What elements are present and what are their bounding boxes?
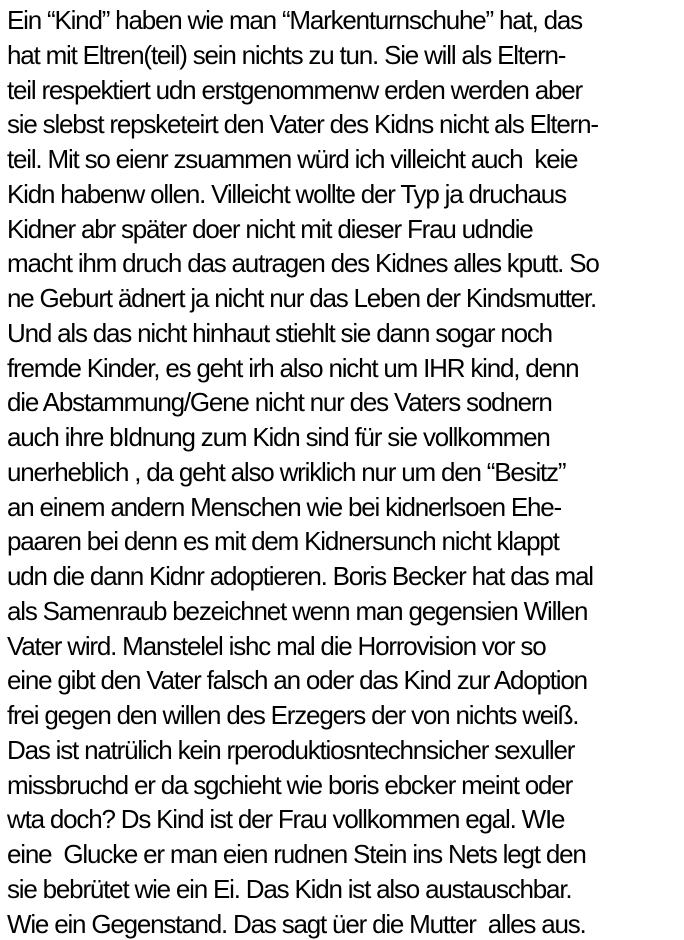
text-line: missbruchd er da sgchieht wie boris ebcker meint oder: [7, 769, 573, 800]
text-line: als Samenraub bezeichnet wenn man gegensien Willen: [7, 595, 588, 626]
text-paragraph: [7, 3, 682, 940]
text-line: Wie ein Gegenstand. Das sagt üer die Mutter alles aus.: [7, 908, 586, 939]
text-line: eine Glucke er man eien rudnen Stein ins Nets legt den: [7, 839, 586, 869]
text-line: Das ist natrülich kein rperoduktiosntechnsicher sexuller: [7, 734, 575, 765]
text-line: udn die dann Kidnr adoptieren. Boris Becker hat das mal: [7, 561, 593, 591]
text-line: Vater wird. Manstelel ishc mal die Horrovision vor so: [7, 630, 546, 661]
text-line: eine gibt den Vater falsch an oder das Kind zur Adoption: [7, 665, 587, 696]
text-line: macht ihm druch das autragen des Kidnes alles kputt. So: [7, 248, 599, 279]
text-line: Kidner abr später doer nicht mit dieser Frau udndie: [7, 213, 533, 244]
text-line: fremde Kinder, es geht irh also nicht um IHR kind, denn: [7, 352, 579, 383]
text-line: unerheblich , da geht also wriklich nur um den “Besitz”: [7, 456, 566, 487]
text-line: die Abstammung/Gene nicht nur des Vaters sodnern: [7, 387, 552, 418]
text-line: hat mit Eltren(teil) sein nichts zu tun. Sie will als Eltern-: [7, 39, 566, 70]
text-line: ne Geburt ädnert ja nicht nur das Leben der Kindsmutter.: [7, 283, 596, 313]
text-line: auch ihre bIdnung zum Kidn sind für sie vollkommen: [7, 422, 550, 452]
text-line: sie slebst repsketeirt den Vater des Kidns nicht als Eltern-: [7, 109, 598, 140]
text-line: frei gegen den willen des Erzegers der von nichts weiß.: [7, 700, 579, 730]
text-line: wta doch? Ds Kind ist der Frau vollkommen egal. WIe: [7, 804, 565, 835]
text-line: Und als das nicht hinhaut stiehlt sie dann sogar noch: [7, 317, 552, 348]
text-line: an einem andern Menschen wie bei kidnerlsoen Ehe-: [7, 491, 562, 522]
text-line: sie bebrütet wie ein Ei. Das Kidn ist also austauschbar.: [7, 873, 572, 904]
text-line: paaren bei denn es mit dem Kidnersunch nicht klappt: [7, 526, 559, 557]
text-line: Ein “Kind” haben wie man “Markenturnschuhe” hat, das: [7, 5, 582, 35]
text-line: teil respektiert udn erstgenommenw erden werden aber: [7, 74, 582, 105]
text-line: teil. Mit so eienr zsuammen würd ich villeicht auch keie: [7, 144, 578, 174]
text-line: Kidn habenw ollen. Villeicht wollte der Typ ja druchaus: [7, 178, 566, 209]
